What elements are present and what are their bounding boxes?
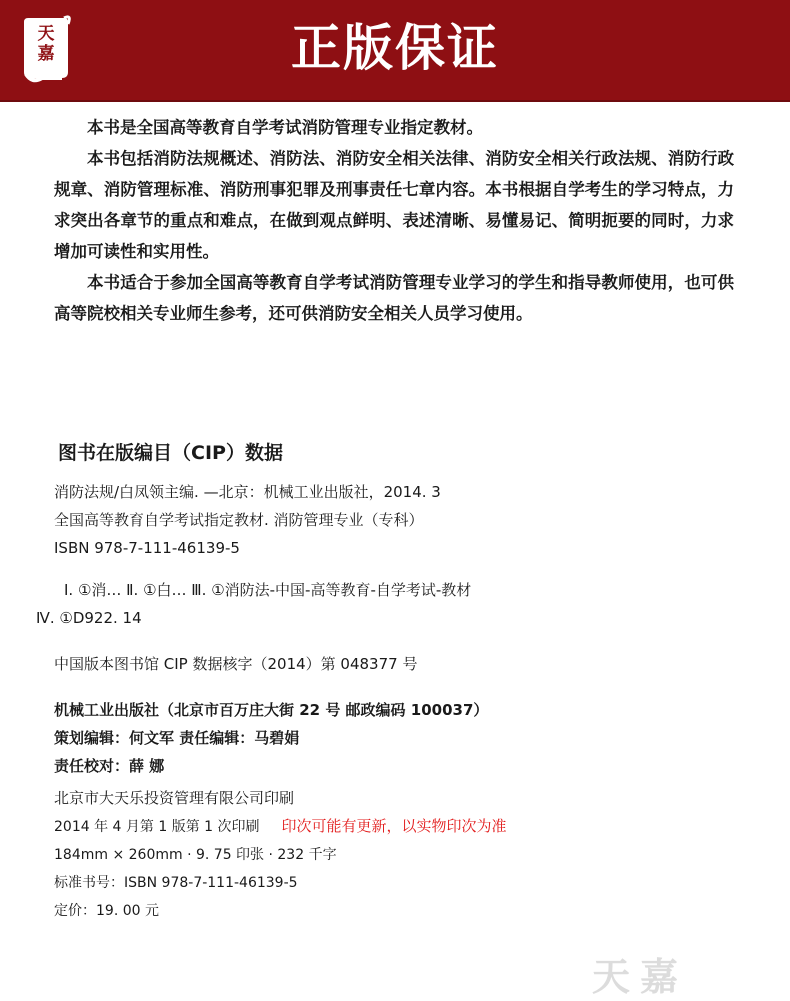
edition: 2014 年 4 月第 1 版第 1 次印刷	[54, 819, 260, 835]
edition-note: 印次可能有更新，以实物印次为准	[281, 817, 507, 835]
book-description	[54, 112, 734, 329]
cip-record-line: 全国高等教育自学考试指定教材. 消防管理专业（专科）	[54, 511, 424, 529]
publisher: 机械工业出版社（北京市百万庄大街 22 号 邮政编码 100037）	[54, 701, 489, 719]
specs: 184mm × 260mm · 9. 75 印张 · 232 千字	[54, 847, 337, 863]
cip-number: 中国版本图书馆 CIP 数据核字（2014）第 048377 号	[54, 655, 418, 673]
isbn-line: 标准书号：ISBN 978-7-111-46139-5	[54, 875, 298, 891]
watermark: 天嘉	[592, 954, 689, 999]
cip-data-block	[36, 436, 754, 925]
intro-paragraph: 本书包括消防法规概述、消防法、消防安全相关法律、消防安全相关行政法规、消防行政规章、消防管理标准、消防刑事犯罪及刑事责任七章内容。本书根据自学考生的学习特点，力求突出各章节的重点和难点，在做到观点鲜明、表述清晰、易懂易记、简明扼要的同时，力求增加可读性和实用性。	[54, 149, 734, 261]
edition-line	[54, 812, 754, 841]
proofreader: 责任校对：薛 娜	[54, 757, 165, 775]
cip-class-line: Ⅳ. ①D922. 14	[36, 609, 142, 627]
cip-record-line: ISBN 978-7-111-46139-5	[54, 539, 240, 557]
logo-text: 天嘉	[37, 24, 55, 64]
cip-heading: 图书在版编目（CIP）数据	[58, 442, 283, 464]
price: 定价：19. 00 元	[54, 903, 159, 919]
intro-paragraph: 本书适合于参加全国高等教育自学考试消防管理专业学习的学生和指导教师使用，也可供高等院校相关专业师生参考，还可供消防安全相关人员学习使用。	[54, 273, 734, 323]
title-banner	[0, 0, 790, 102]
editors: 策划编辑：何文军 责任编辑：马碧娟	[54, 729, 300, 747]
banner-title: 正版保证	[291, 19, 499, 77]
intro-paragraph: 本书是全国高等教育自学考试消防管理专业指定教材。	[87, 118, 483, 137]
printer: 北京市大天乐投资管理有限公司印刷	[54, 789, 295, 807]
cip-record-line: 消防法规/白凤领主编. —北京：机械工业出版社，2014. 3	[54, 483, 441, 501]
cip-class-line: Ⅰ. ①消… Ⅱ. ①白… Ⅲ. ①消防法-中国-高等教育-自学考试-教材	[64, 581, 472, 599]
